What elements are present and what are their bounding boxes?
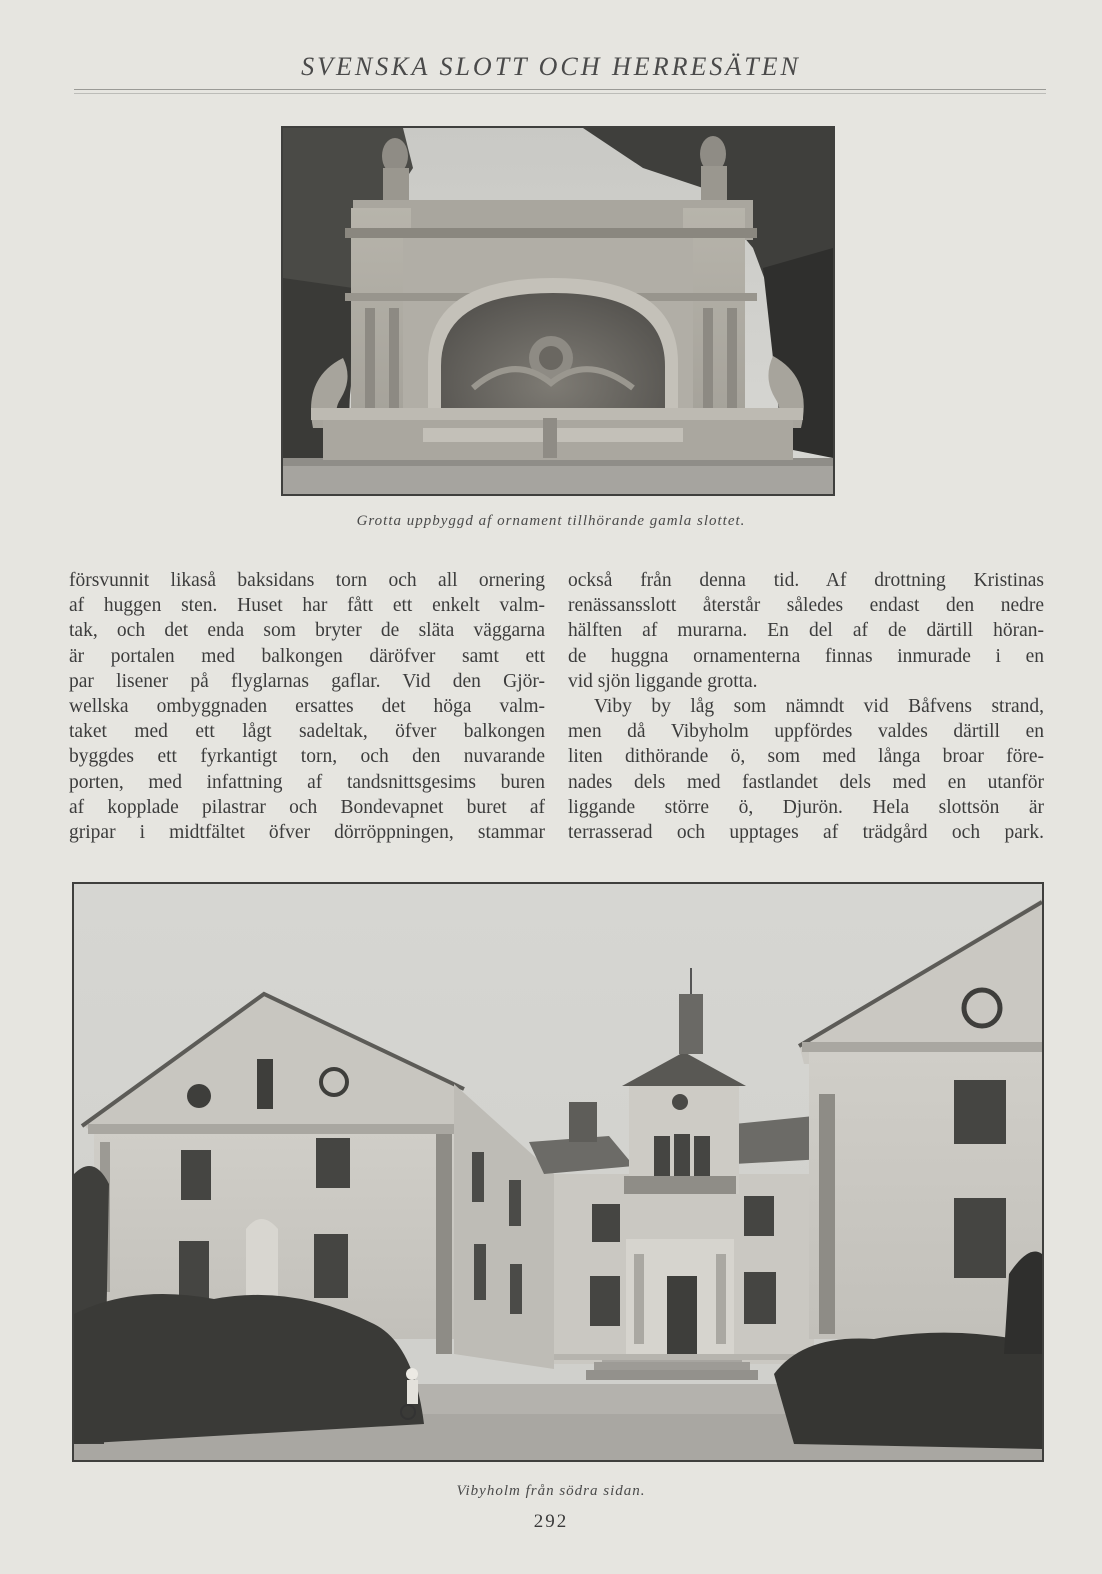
text-line: tak, och det enda som bryter de släta väggarna <box>69 620 545 642</box>
text-line: af huggen sten. Huset har fått ett enkelt valm- <box>69 595 545 617</box>
text-line: taket med ett lågt sadeltak, öfver balkongen <box>69 721 545 743</box>
text-line: också från denna tid. Af drottning Kristinas <box>568 570 1044 591</box>
text-line: är portalen med balkongen däröfver samt ett <box>69 645 545 667</box>
text-line: nades dels med fastlandet dels med en utanför <box>568 771 1044 793</box>
text-line: vid sjön liggande grotta. <box>568 670 758 692</box>
text-line: terrasserad och upptages af trädgård och park. <box>568 821 1044 843</box>
text-line: porten, med infattning af tandsnittsgesims buren <box>69 771 545 793</box>
grotto-caption: Grotta uppbyggd af ornament tillhörande gamla slottet. <box>356 513 746 529</box>
text-line: hälften af murarna. En del af de därtill höran- <box>568 620 1044 642</box>
text-line: men då Vibyholm uppfördes valdes därtill en <box>568 721 1044 743</box>
text-line: renässansslott återstår således endast den nedre <box>568 595 1044 617</box>
text-line: de huggna ornamenterna finnas inmurade i en <box>568 645 1044 667</box>
header-rule <box>74 89 1046 90</box>
text-line: liten dithörande ö, som med långa broar före- <box>568 746 1044 768</box>
text-line: par lisener på flyglarnas gaflar. Vid den Gjör- <box>69 670 545 692</box>
text-column-left <box>69 568 545 845</box>
text-line: wellska ombyggnaden ersattes det höga valm- <box>69 695 545 717</box>
running-head: SVENSKA SLOTT OCH HERRESÄTEN <box>301 52 801 81</box>
header-rule-thin <box>74 93 1046 94</box>
text-line: af kopplade pilastrar och Bondevapnet buret af <box>69 796 545 818</box>
text-line: Viby by låg som nämndt vid Båfvens strand, <box>594 695 1044 717</box>
text-line: liggande större ö, Djurön. Hela slottsön är <box>568 796 1044 818</box>
text-line: gripar i midtfältet öfver dörröppningen, stammar <box>69 821 545 843</box>
page-number: 292 <box>533 1511 569 1532</box>
text-line: försvunnit likaså baksidans torn och all ornering <box>69 570 545 591</box>
manor-photo <box>72 882 1044 1462</box>
text-column-right <box>568 568 1044 845</box>
grotto-photo <box>281 126 835 496</box>
text-line: byggdes ett fyrkantigt torn, och den nuvarande <box>69 746 545 768</box>
manor-caption: Vibyholm från södra sidan. <box>456 1483 646 1499</box>
